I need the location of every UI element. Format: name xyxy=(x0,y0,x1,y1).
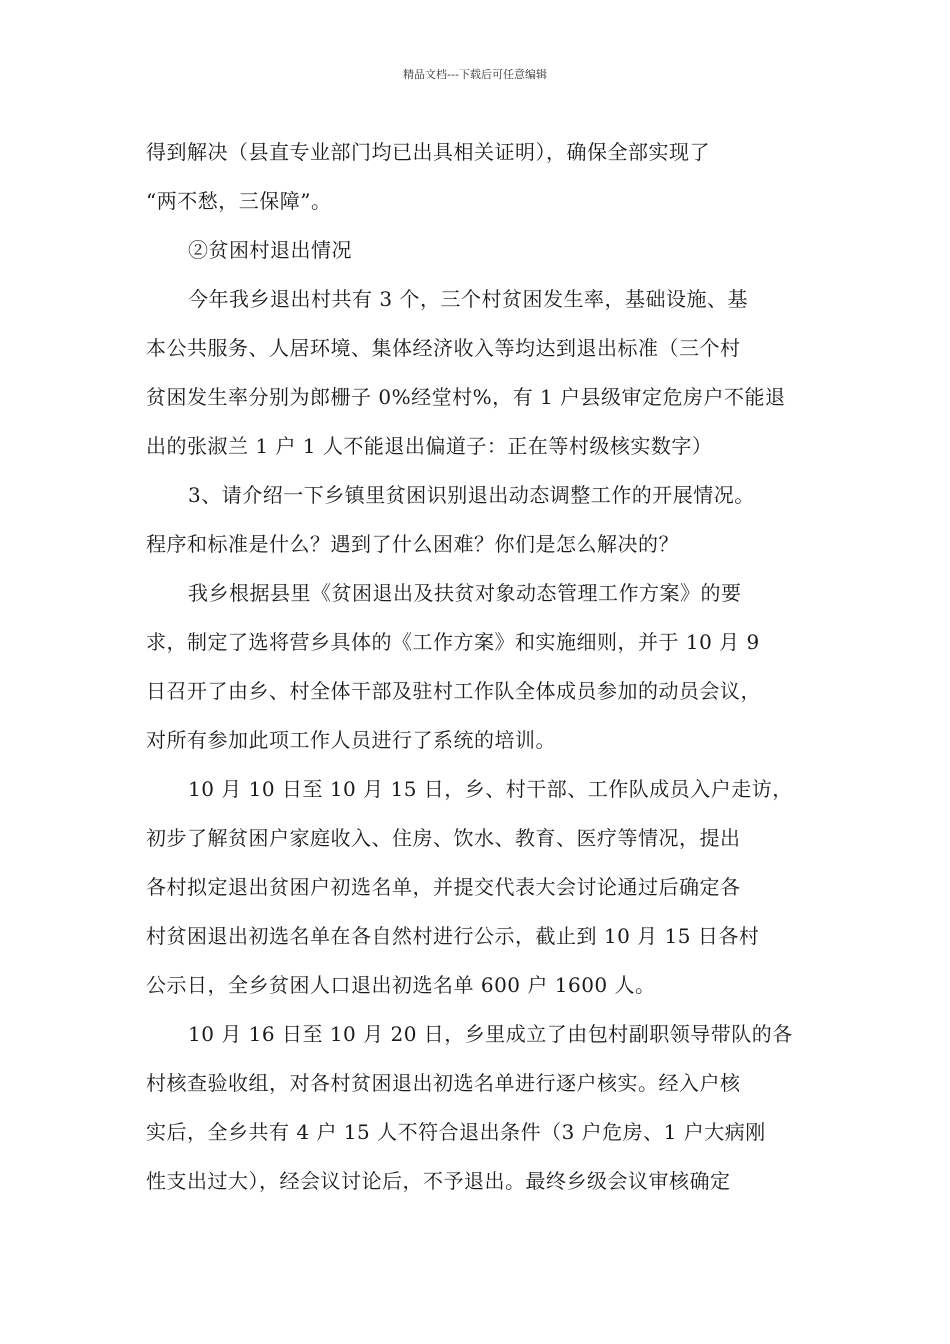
text-line: 我乡根据县里《贫困退出及扶贫对象动态管理工作方案》的要 xyxy=(188,581,742,605)
text-line: 贫困发生率分别为郎栅子 0%经堂村%，有 1 户县级审定危房户不能退 xyxy=(146,385,786,409)
text-line: 对所有参加此项工作人员进行了系统的培训。 xyxy=(146,728,556,752)
text-line: 10 月 10 日至 10 月 15 日，乡、村干部、工作队成员入户走访， xyxy=(188,777,793,801)
text-line: 今年我乡退出村共有 3 个，三个村贫困发生率，基础设施、基 xyxy=(188,287,748,311)
text-line: 村贫困退出初选名单在各自然村进行公示，截止到 10 月 15 日各村 xyxy=(146,924,760,948)
page-header: 精品文档---下载后可任意编辑 xyxy=(403,68,547,81)
text-line: 10 月 16 日至 10 月 20 日，乡里成立了由包村副职领导带队的各 xyxy=(188,1022,793,1046)
text-line: 村核查验收组，对各村贫困退出初选名单进行逐户核实。经入户核 xyxy=(146,1071,741,1095)
text-line: 出的张淑兰 1 户 1 人不能退出偏道子：正在等村级核实数字） xyxy=(146,434,713,458)
text-line: 实后，全乡共有 4 户 15 人不符合退出条件（3 户危房、1 户大病刚 xyxy=(146,1120,766,1144)
text-line: 日召开了由乡、村全体干部及驻村工作队全体成员参加的动员会议， xyxy=(146,679,761,703)
text-line: 公示日，全乡贫困人口退出初选名单 600 户 1600 人。 xyxy=(146,973,656,997)
text-line: 得到解决（县直专业部门均已出具相关证明），确保全部实现了 xyxy=(146,140,710,164)
text-line: 本公共服务、人居环境、集体经济收入等均达到退出标准（三个村 xyxy=(146,336,741,360)
text-line: “两不愁，三保障”。 xyxy=(146,189,332,213)
text-line: 初步了解贫困户家庭收入、住房、饮水、教育、医疗等情况，提出 xyxy=(146,826,741,850)
document-body xyxy=(146,128,826,1206)
text-line: 求，制定了选将营乡具体的《工作方案》和实施细则，并于 10 月 9 xyxy=(146,630,760,654)
text-line: 各村拟定退出贫困户初选名单，并提交代表大会讨论通过后确定各 xyxy=(146,875,741,899)
question-line: 程序和标准是什么？遇到了什么困难？你们是怎么解决的？ xyxy=(146,532,679,556)
text-line: 性支出过大），经会议讨论后，不予退出。最终乡级会议审核确定 xyxy=(146,1169,731,1193)
section-heading: ②贫困村退出情况 xyxy=(188,238,352,262)
question-line: 3、请介绍一下乡镇里贫困识别退出动态调整工作的开展情况。 xyxy=(188,483,755,507)
